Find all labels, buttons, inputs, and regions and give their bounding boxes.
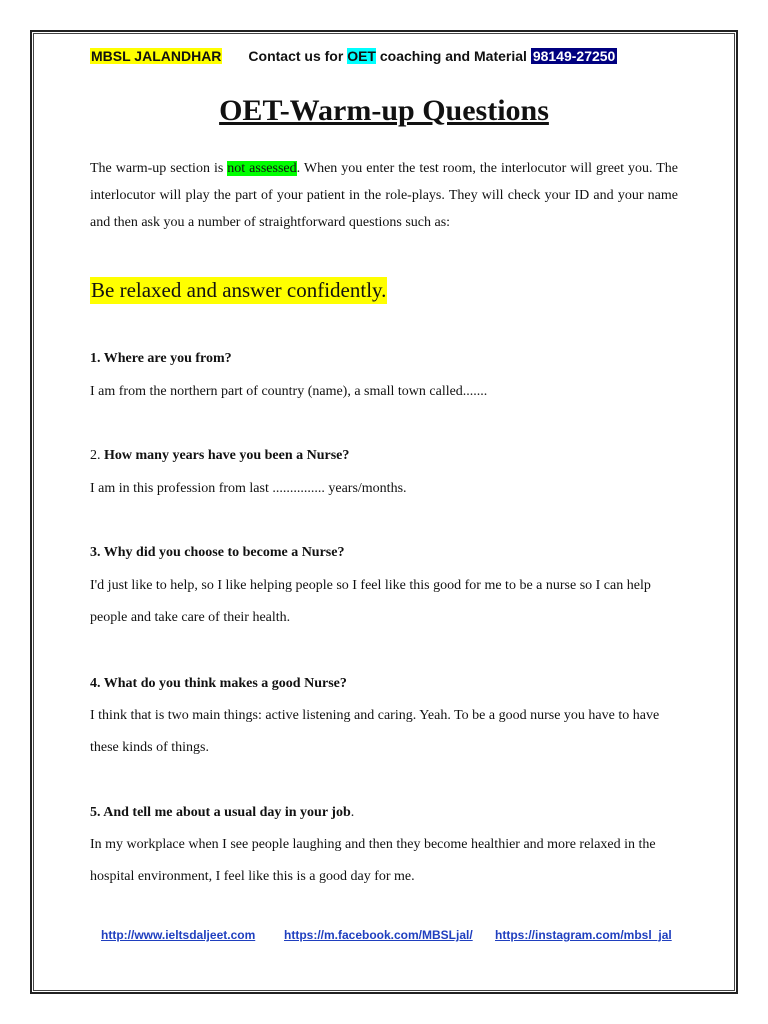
question-5: 5. And tell me about a usual day in your job. bbox=[90, 805, 355, 820]
answer-4: I think that is two main things: active listening and caring. Yeah. To be a good nurse you have to have these kinds of things. bbox=[90, 708, 660, 755]
instagram-link[interactable]: https://instagram.com/mbsl_jal bbox=[495, 928, 672, 942]
answer-2: I am in this profession from last ............... years/months. bbox=[90, 481, 407, 496]
question-4: 4. What do you think makes a good Nurse? bbox=[90, 676, 347, 691]
answer-3: I'd just like to help, so I like helping people so I feel like this good for me to be a nurse so I can help people and take care of their health. bbox=[90, 578, 651, 625]
question-2: 2. How many years have you been a Nurse? bbox=[90, 448, 350, 463]
question-3: 3. Why did you choose to become a Nurse? bbox=[90, 545, 345, 560]
phone-number: 98149-27250 bbox=[532, 48, 616, 64]
answer-1: I am from the northern part of country (name), a small town called....... bbox=[90, 384, 488, 399]
intro-paragraph: The warm-up section is not assessed. When you enter the test room, the interlocutor will greet you. The interlocutor will play the part of your patient in the role-plays. They will check your ID and your name and then ask you a number of straightforward questions such as: bbox=[90, 161, 679, 230]
brand-name: MBSL JALANDHAR bbox=[91, 48, 222, 64]
facebook-link[interactable]: https://m.facebook.com/MBSLjal/ bbox=[284, 928, 473, 942]
answer-5: In my workplace when I see people laughing and then they become healthier and more relaxed in the hospital environment, I feel like this is a good day for me. bbox=[90, 837, 656, 884]
website-link[interactable]: http://www.ieltsdaljeet.com bbox=[101, 928, 256, 942]
oet-highlight: OET bbox=[347, 48, 376, 64]
not-assessed-highlight: not assessed bbox=[227, 161, 297, 176]
header bbox=[90, 48, 690, 64]
page-title: OET-Warm-up Questions bbox=[219, 94, 549, 127]
contact-line: Contact us for OET coaching and Material 98149-27250 bbox=[248, 48, 616, 64]
question-1: 1. Where are you from? bbox=[90, 351, 232, 366]
tip-banner: Be relaxed and answer confidently. bbox=[91, 278, 387, 302]
